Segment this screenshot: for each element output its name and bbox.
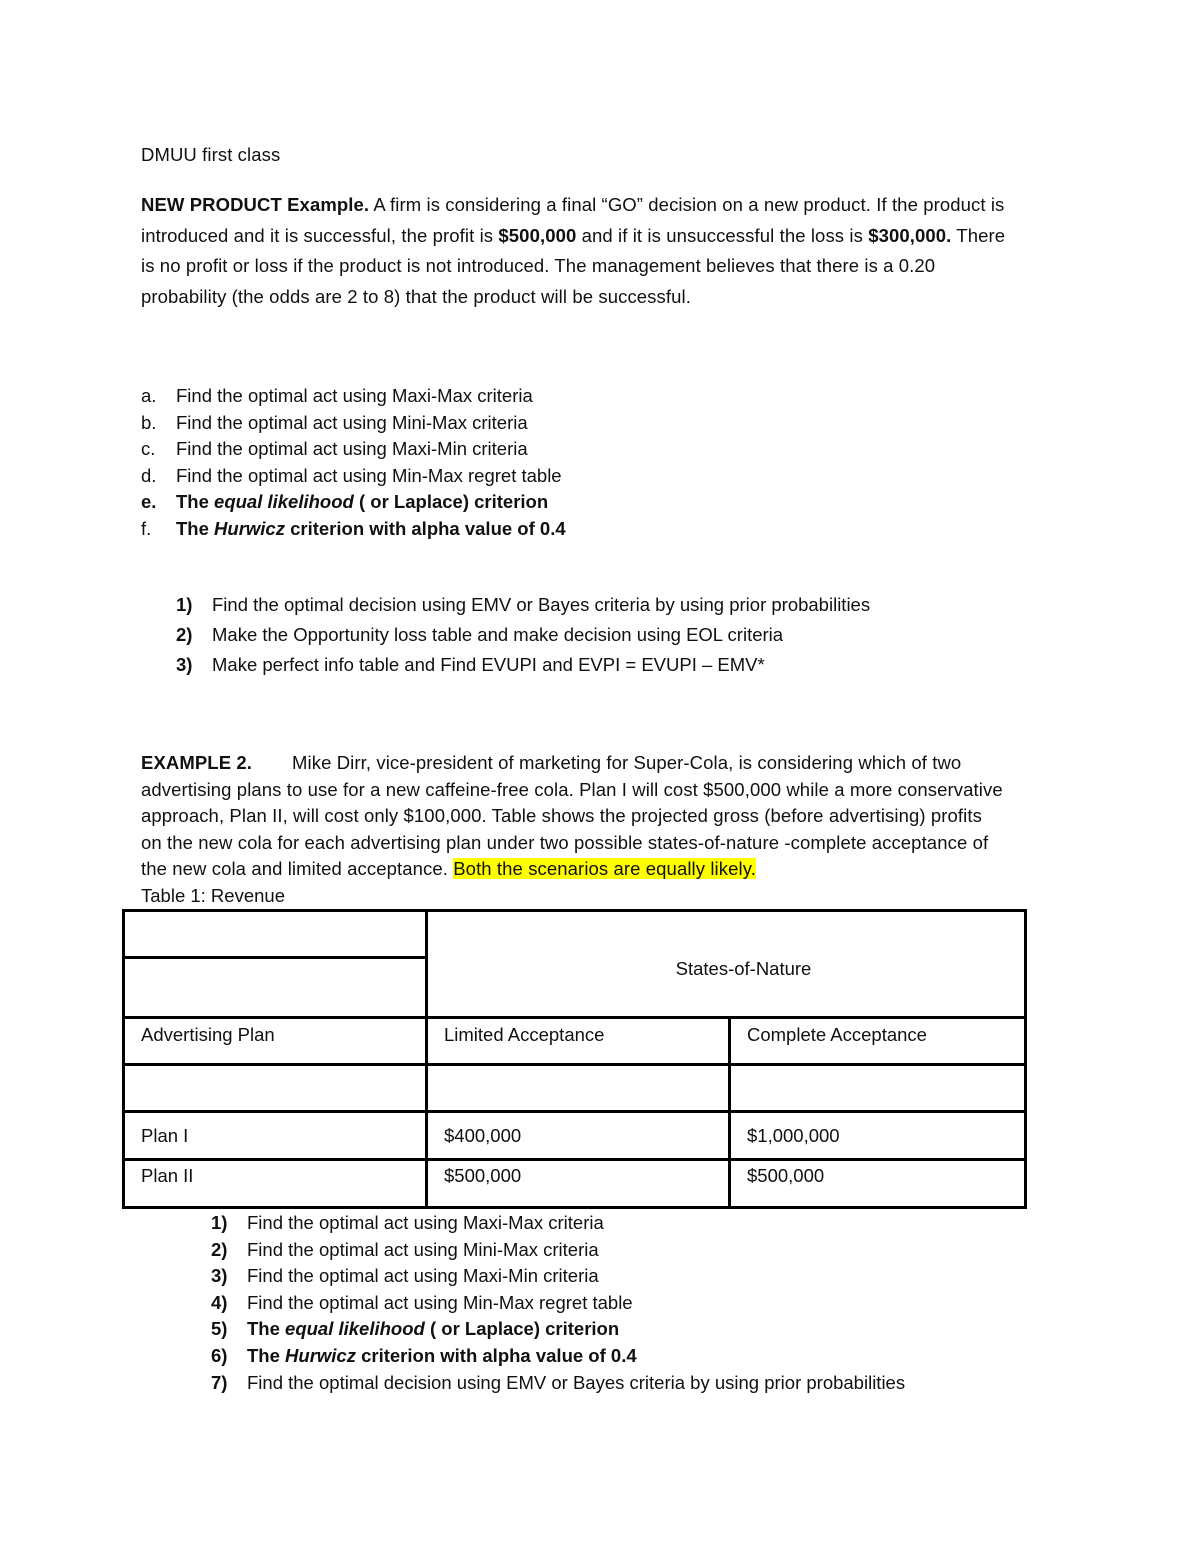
list-marker: 1) <box>176 594 193 615</box>
example2-text-5: the new cola and limited acceptance. <box>141 858 454 879</box>
text-post: criterion with alpha value of 0.4 <box>355 1344 637 1366</box>
example2-line-2: advertising plans to use for a new caffeine-free cola. Plan I will cost $500,000 while a more conservative <box>141 779 1003 800</box>
list-marker: 2) <box>211 1238 228 1260</box>
example1-text-2b: and if it is unsuccessful the loss is <box>576 225 869 246</box>
list-marker: 4) <box>211 1291 228 1313</box>
list-text: Find the optimal decision using EMV or Bayes criteria by using prior probabilities <box>212 594 871 615</box>
text-pre: The <box>247 1318 286 1340</box>
table-row <box>124 1160 1026 1208</box>
table-cell <box>730 1065 1026 1112</box>
table-cell: $400,000 <box>427 1112 730 1160</box>
list-text: Find the optimal act using Min-Max regret table <box>176 464 562 486</box>
revenue-table <box>122 909 1027 1209</box>
table-cell: $1,000,000 <box>730 1112 1026 1160</box>
text-emphasis: Hurwicz <box>285 1344 356 1366</box>
list-text: Make the Opportunity loss table and make decision using EOL criteria <box>212 624 784 645</box>
highlighted-text: Both the scenarios are equally likely. <box>453 858 756 879</box>
list-marker: 5) <box>211 1318 228 1340</box>
list-marker: 6) <box>211 1344 228 1366</box>
table-cell: $500,000 <box>730 1160 1026 1208</box>
example1-line-1 <box>141 190 1004 221</box>
text-post: ( or Laplace) criterion <box>353 491 549 513</box>
example1-line-4: probability (the odds are 2 to 8) that the product will be successful. <box>141 286 691 307</box>
table-cell <box>124 1065 427 1112</box>
table-cell: $500,000 <box>427 1160 730 1208</box>
list-text: Find the optimal act using Maxi-Min criteria <box>247 1265 599 1287</box>
list-text: Make perfect info table and Find EVUPI and EVPI = EVUPI – EMV* <box>212 654 765 675</box>
list-text: Find the optimal act using Maxi-Max criteria <box>247 1212 604 1233</box>
example1-line-3: is no profit or loss if the product is not introduced. The management believes that there is a 0.20 <box>141 255 936 276</box>
list-marker: 3) <box>176 654 193 675</box>
example2-heading: EXAMPLE 2. <box>141 752 252 773</box>
table-row <box>124 1065 1026 1112</box>
list-marker: 7) <box>211 1371 228 1393</box>
list-marker: b. <box>141 411 157 433</box>
list-text: Find the optimal act using Mini-Max criteria <box>247 1238 599 1260</box>
column-header: Limited Acceptance <box>427 1018 730 1065</box>
table-cell: Plan II <box>124 1160 427 1208</box>
list-marker: c. <box>141 438 156 460</box>
example1-text-2c: There <box>951 225 1006 246</box>
list-text <box>247 1343 637 1370</box>
list-text: Find the optimal act using Maxi-Max criteria <box>176 385 533 406</box>
list-text: Find the optimal act using Mini-Max criteria <box>176 411 528 433</box>
list-marker: 2) <box>176 624 193 645</box>
list-marker: 1) <box>211 1212 228 1233</box>
list-text: Find the optimal act using Min-Max regret table <box>247 1291 633 1313</box>
table-caption: Table 1: Revenue <box>141 885 285 906</box>
example2-line-1 <box>141 752 961 774</box>
table-row <box>124 1112 1026 1160</box>
table-header-row <box>124 1018 1026 1065</box>
list-text <box>176 516 566 543</box>
text-post: ( or Laplace) criterion <box>424 1318 620 1340</box>
text-pre: The <box>247 1344 286 1366</box>
list-text: Find the optimal decision using EMV or Bayes criteria by using prior probabilities <box>247 1371 906 1393</box>
example2-line-3: approach, Plan II, will cost only $100,000. Table shows the projected gross (before advertising) profits <box>141 805 982 826</box>
table-cell <box>427 1065 730 1112</box>
list-text <box>176 489 548 516</box>
table-cell <box>124 911 427 958</box>
column-header: Advertising Plan <box>124 1018 427 1065</box>
table-cell <box>124 958 427 1018</box>
table-row <box>124 911 1026 958</box>
loss-value: $300,000. <box>868 225 952 246</box>
example2-line-5 <box>141 858 756 880</box>
example1-heading: NEW PRODUCT Example. <box>141 194 370 215</box>
list-marker: e. <box>141 491 157 513</box>
example1-text-2a: introduced and it is successful, the profit is <box>141 225 499 246</box>
list-text: Find the optimal act using Maxi-Min criteria <box>176 438 528 460</box>
profit-value: $500,000 <box>498 225 577 246</box>
example1-line-2 <box>141 221 1005 252</box>
list-marker: 3) <box>211 1265 228 1287</box>
list-marker: d. <box>141 464 157 486</box>
list-marker: a. <box>141 385 157 406</box>
example2-line-4: on the new cola for each advertising plan under two possible states-of-nature -complete acceptance of <box>141 832 989 853</box>
column-header: Complete Acceptance <box>730 1018 1026 1065</box>
text-emphasis: equal likelihood <box>285 1318 425 1340</box>
example1-text-1: A firm is considering a final “GO” decision on a new product. If the product is <box>369 194 1005 215</box>
text-emphasis: equal likelihood <box>214 491 354 513</box>
text-post: criterion with alpha value of 0.4 <box>284 517 566 539</box>
list-text <box>247 1316 619 1343</box>
text-pre: The <box>176 517 215 539</box>
table-cell: Plan I <box>124 1112 427 1160</box>
group-header-cell: States-of-Nature <box>427 911 1026 1018</box>
text-pre: The <box>176 491 215 513</box>
example2-text-1: Mike Dirr, vice-president of marketing for Super-Cola, is considering which of two <box>292 752 962 773</box>
list-marker: f. <box>141 517 152 539</box>
text-emphasis: Hurwicz <box>214 517 285 539</box>
document-title: DMUU first class <box>141 144 281 165</box>
